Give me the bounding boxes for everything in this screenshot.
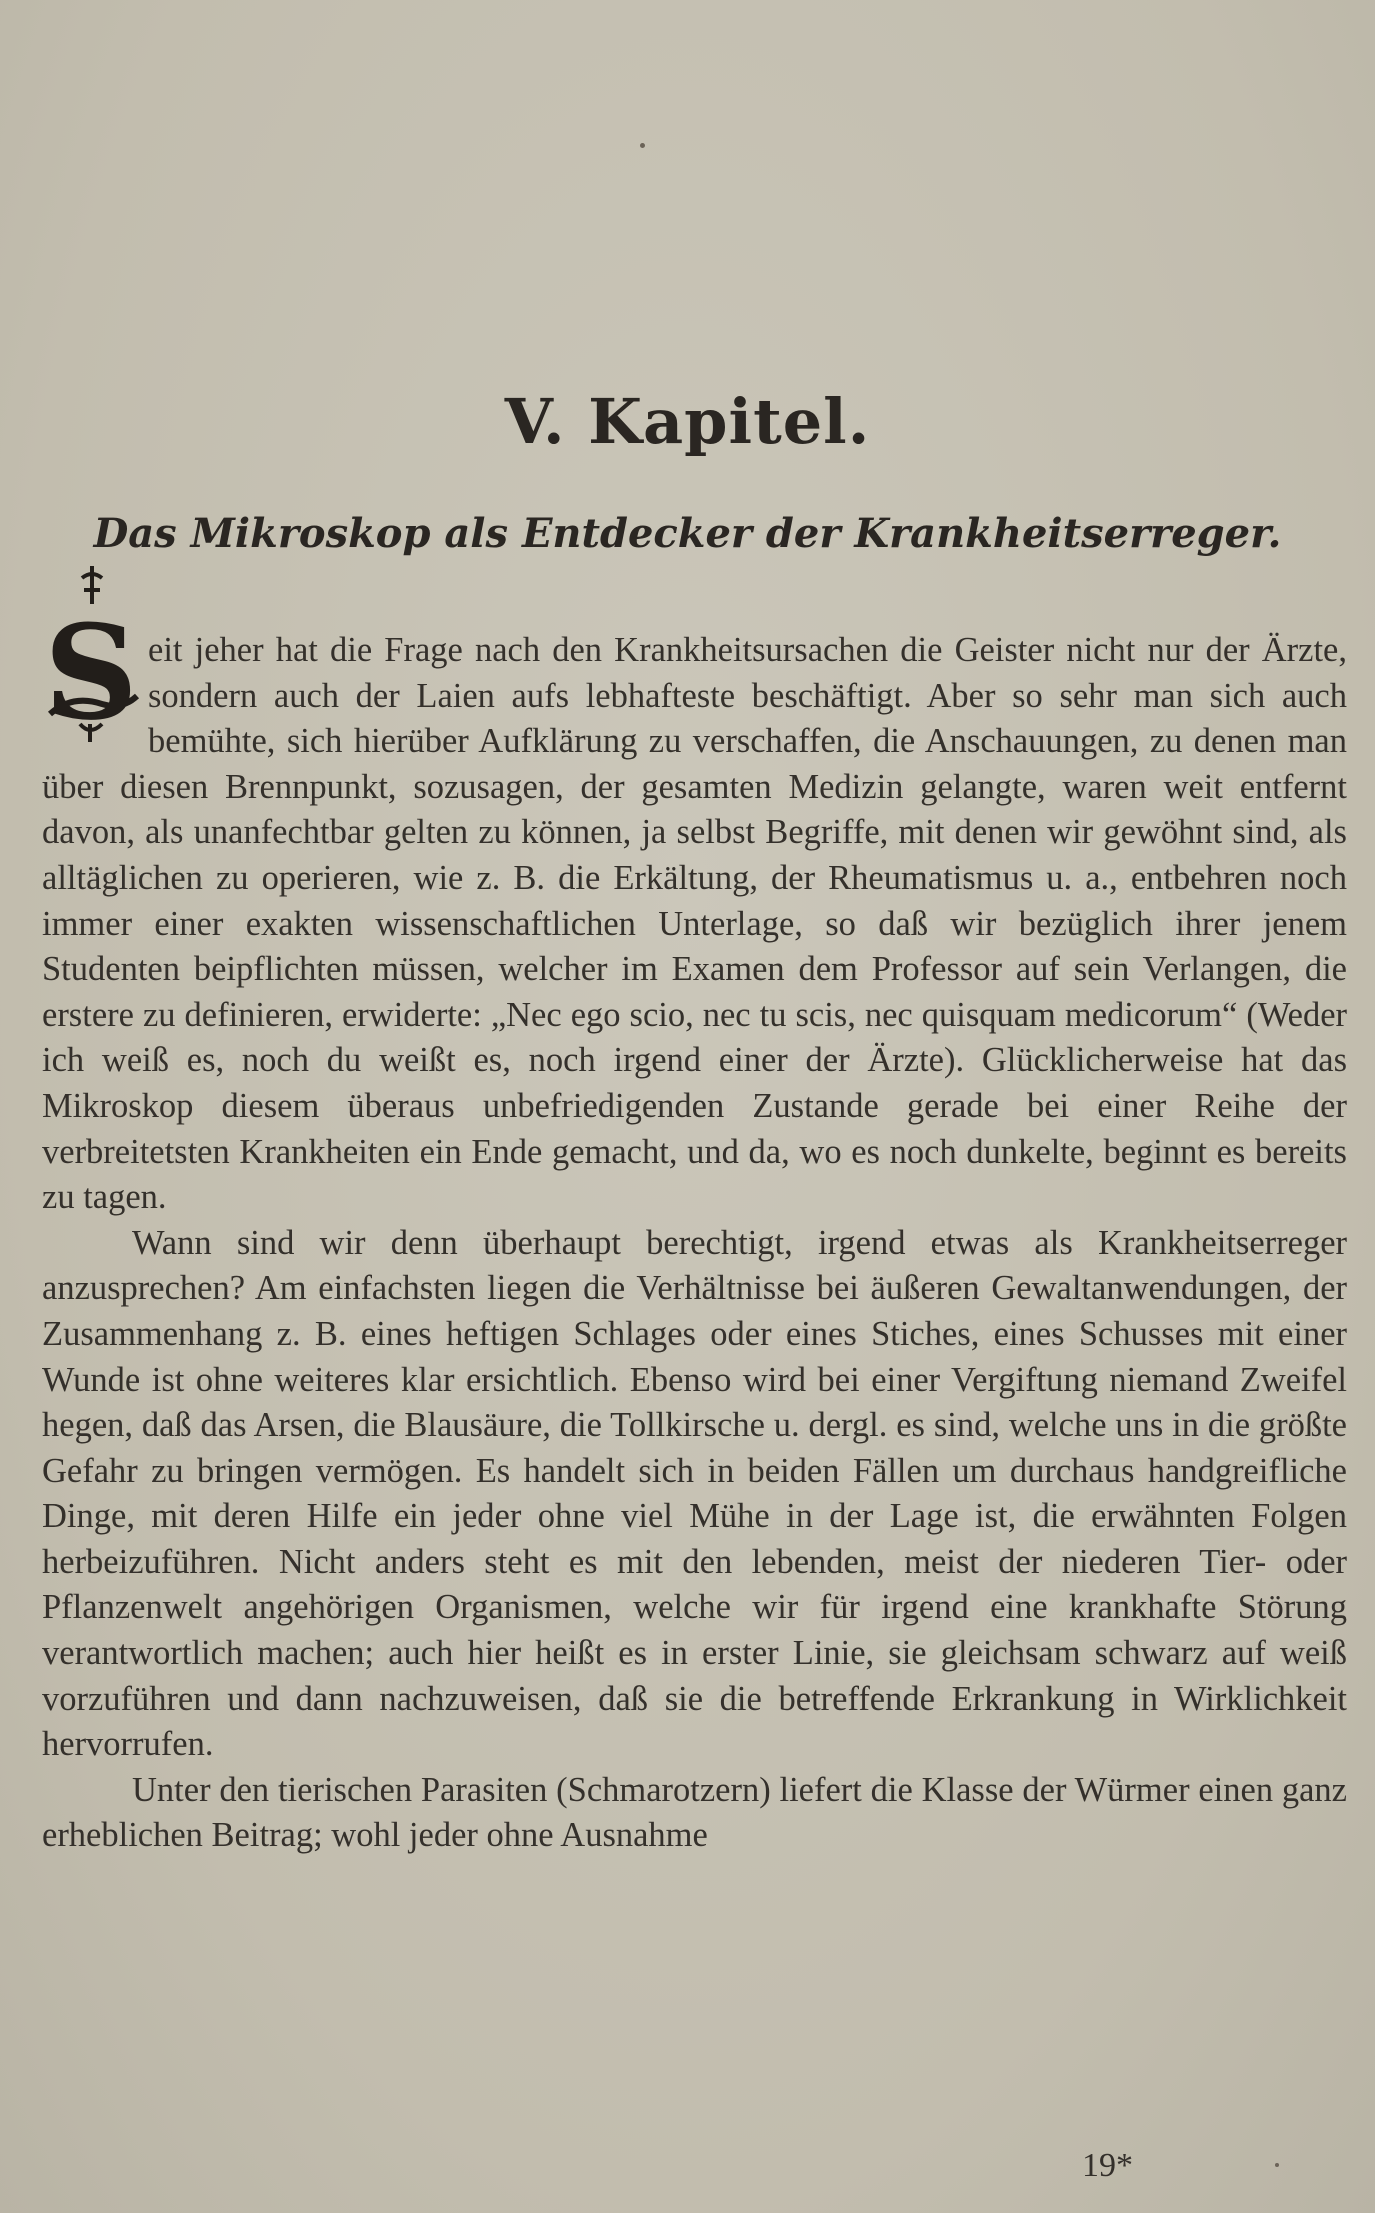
paper-speck [1275,2163,1279,2167]
paper-speck [640,143,645,148]
chapter-title: V. Kapitel. [504,385,871,458]
page-number: 19* [1082,2147,1133,2184]
paragraph-text: eit jeher hat die Frage nach den Krankheitsursachen die Geister nicht nur der Ärzte, sondern auch der Laien aufs lebhafteste beschäftigt. Aber so sehr man sich auch bemühte, sich hierüber Aufklärung zu verschaffen, die Anschauungen, zu denen man über diesen Brennpunkt, sozusagen, der gesamten Medizin gelangte, waren weit entfernt davon, als unanfechtbar gelten zu können, ja selbst Begriffe, mit denen wir gewöhnt sind, als alltäglichen zu operieren, wie z. B. die Erkältung, der Rheumatismus u. a., entbehren noch immer einer exakten wissenschaftlichen Unterlage, so daß wir bezüglich ihrer jenem Studenten beipflichten müssen, welcher im Examen dem Professor auf sein Verlangen, die erstere zu definieren, erwiderte: „Nec ego scio, nec tu scis, nec quisquam medicorum“ (Weder ich weiß es, noch du weißt es, noch irgend einer der Ärzte). Glücklicherweise hat das Mikroskop diesem überaus unbefriedigenden Zustande gerade bei einer Reihe der verbreitetsten Krankheiten ein Ende gemacht, und da, wo es noch dunkelte, beginnt es bereits zu tagen. [42,631,1347,1217]
paragraph [42,596,1347,1221]
paragraph: Unter den tierischen Parasiten (Schmarotzern) liefert die Klasse der Würmer einen ganz erheblichen Beitrag; wohl jeder ohne Ausnahme [42,1770,1347,1855]
body-text [42,596,1347,1859]
drop-cap [42,596,142,749]
chapter-subtitle: Das Mikroskop als Entdecker der Krankheitserreger. [93,510,1282,557]
paragraph: Wann sind wir denn überhaupt berechtigt, irgend etwas als Krankheitserreger anzusprechen? Am einfachsten liegen die Verhältnisse bei äußeren Gewaltanwendungen, der Zusammenhang z. B. eines heftigen Schlages oder eines Stiches, eines Schusses mit einer Wunde ist ohne weiteres klar ersichtlich. Ebenso wird bei einer Vergiftung niemand Zweifel hegen, daß das Arsen, die Blausäure, die Tollkirsche u. dergl. es sind, welche uns in die größte Gefahr zu bringen vermögen. Es handelt sich in beiden Fällen um durchaus handgreifliche Dinge, mit deren Hilfe ein jeder ohne viel Mühe in der Lage ist, die erwähnten Folgen herbeizuführen. Nicht anders steht es mit den lebenden, meist der niederen Tier- oder Pflanzenwelt angehörigen Organismen, welche wir für irgend eine krankhafte Störung verantwortlich machen; auch hier heißt es in erster Linie, sie gleichsam schwarz auf weiß vorzuführen und dann nachzuweisen, daß sie die betreffende Erkrankung in Wirklichkeit hervorrufen. [42,1223,1347,1764]
drop-cap-letter: S [44,596,138,749]
